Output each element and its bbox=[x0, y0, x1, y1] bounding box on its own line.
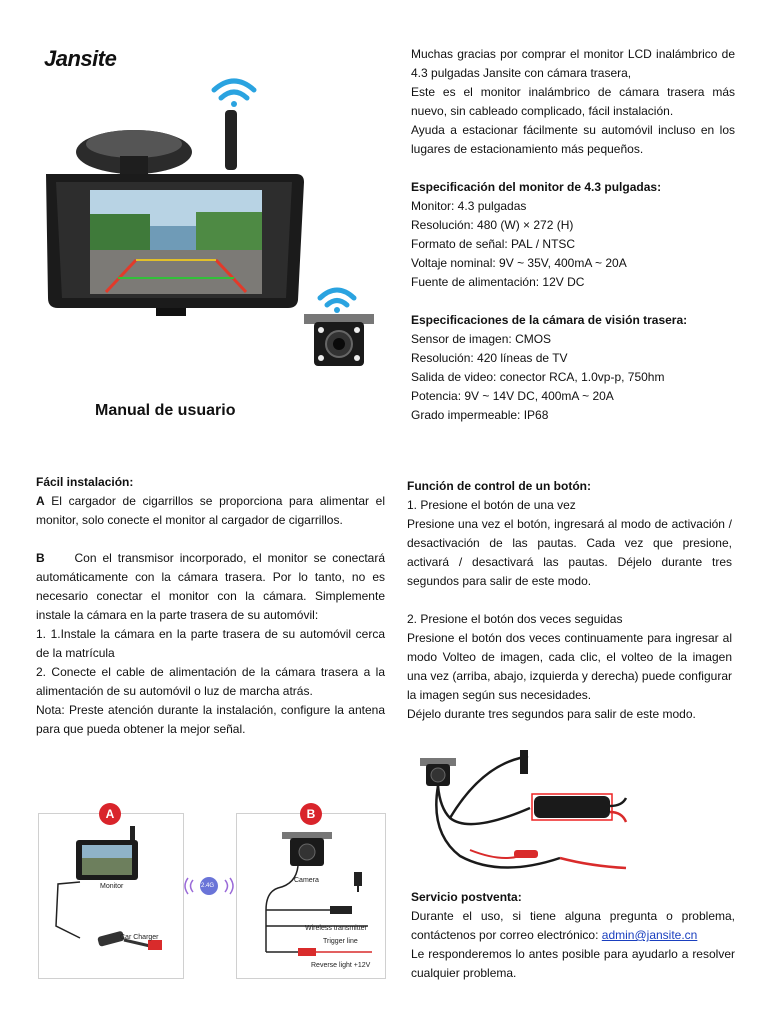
install-a-text: El cargador de cigarrillos se proporciona para alimentar el monitor, solo conecte el monitor al cargador de cigarrillos. bbox=[36, 494, 385, 527]
camera-spec-item: Potencia: 9V ~ 14V DC, 400mA ~ 20A bbox=[411, 389, 614, 403]
email-link[interactable]: admin@jansite.cn bbox=[601, 928, 698, 942]
intro-paragraph-3: Ayuda a estacionar fácilmente su automóvil incluso en los lugares de estacionamiento más pequeños. bbox=[411, 123, 735, 156]
monitor-spec-item: Monitor: 4.3 pulgadas bbox=[411, 199, 527, 213]
wifi-icon bbox=[214, 81, 254, 107]
transmitter-label: Wireless transmitter bbox=[305, 925, 367, 932]
install-b bbox=[36, 549, 389, 625]
intro-section bbox=[411, 45, 735, 425]
one-button-p2-title: 2. Presione el botón dos veces seguidas bbox=[407, 612, 623, 626]
cable-image bbox=[410, 738, 632, 880]
service-text-after: Le responderemos lo antes posible para ayudarlo a resolver cualquier problema. bbox=[411, 947, 735, 980]
antenna bbox=[225, 110, 237, 170]
install-section bbox=[36, 473, 389, 739]
trigger-label: Trigger line bbox=[323, 938, 358, 945]
camera-spec-heading: Especificaciones de la cámara de visión trasera: bbox=[411, 313, 688, 327]
camera-image bbox=[304, 314, 374, 366]
manual-title: Manual de usuario bbox=[95, 402, 236, 419]
diagram-b-image bbox=[238, 826, 382, 974]
one-button-p2-text: Presione el botón dos veces continuamente para ingresar al modo Volteo de imagen, cada clic, el volteo de la imagen una vez (arriba, abajo, izquierda y derecha) puede configurar la imagen según sus necesidades. bbox=[407, 631, 732, 702]
one-button-p1-text: Presione una vez el botón, ingresará al modo de activación / desactivación de las pautas. Cada vez que presione, activará / desactivará las pautas. Déjelo durante tres segundos para salir de este modo. bbox=[407, 517, 732, 588]
monitor-spec-item: Formato de señal: PAL / NTSC bbox=[411, 237, 576, 251]
service-text bbox=[411, 907, 735, 945]
diagram-b-badge: B bbox=[300, 803, 322, 825]
brand-logo: Jansite bbox=[44, 46, 117, 71]
service-heading: Servicio postventa: bbox=[411, 890, 522, 904]
install-note: Nota: Preste atención durante la instalación, configure la antena para que pueda obtener la mejor señal. bbox=[36, 703, 385, 736]
monitor-label: Monitor bbox=[100, 883, 124, 890]
camera-spec-item: Resolución: 420 líneas de TV bbox=[411, 351, 568, 365]
one-button-heading: Función de control de un botón: bbox=[407, 479, 591, 493]
monitor-spec-item: Resolución: 480 (W) × 272 (H) bbox=[411, 218, 574, 232]
diagram-a-badge: A bbox=[99, 803, 121, 825]
monitor-spec-item: Fuente de alimentación: 12V DC bbox=[411, 275, 585, 289]
install-a bbox=[36, 492, 385, 530]
camera-wifi-icon bbox=[320, 290, 354, 313]
install-b-text: Con el transmisor incorporado, el monitor se conectará automáticamente con la cámara trasera. Por lo tanto, no es necesario conectar el monitor con la cámara. Simplemente instale la cámara en la parte trasera de su automóvil: bbox=[36, 551, 389, 622]
wireless-badge-label: 2.4G bbox=[201, 883, 215, 889]
install-b-label: B bbox=[36, 551, 45, 565]
one-button-p1-title: 1. Presione el botón de una vez bbox=[407, 498, 576, 512]
install-step-1: 1. 1.Instale la cámara en la parte trasera de su automóvil cerca de la matrícula bbox=[36, 627, 385, 660]
one-button-section bbox=[407, 477, 732, 724]
install-step-2: 2. Conecte el cable de alimentación de la cámara trasera a la alimentación de su automóvil o luz de marcha atrás. bbox=[36, 665, 385, 698]
install-heading: Fácil instalación: bbox=[36, 475, 134, 489]
camera-label: Camera bbox=[294, 877, 319, 884]
one-button-p2-exit: Déjelo durante tres segundos para salir de este modo. bbox=[407, 707, 696, 721]
camera-spec-item: Sensor de imagen: CMOS bbox=[411, 332, 552, 346]
service-section bbox=[411, 888, 735, 983]
diagram-a-image bbox=[40, 822, 180, 974]
install-a-label: A bbox=[36, 494, 45, 508]
intro-paragraph-2: Este es el monitor inalámbrico de cámara trasera más nuevo, sin cableado complicado, fácil instalación. bbox=[411, 85, 735, 118]
charger-label: Car Charger bbox=[120, 934, 159, 941]
camera-spec-item: Grado impermeable: IP68 bbox=[411, 408, 549, 422]
reverse-label: Reverse light +12V bbox=[311, 962, 371, 969]
monitor-spec-heading: Especificación del monitor de 4.3 pulgadas: bbox=[411, 180, 662, 194]
product-image bbox=[36, 64, 386, 384]
intro-paragraph-1: Muchas gracias por comprar el monitor LCD inalámbrico de 4.3 pulgadas Jansite con cámara trasera, bbox=[411, 47, 735, 80]
service-text-before: Durante el uso, si tiene alguna pregunta o problema, contáctenos por correo electrónico: bbox=[411, 909, 735, 942]
monitor-spec-item: Voltaje nominal: 9V ~ 35V, 400mA ~ 20A bbox=[411, 256, 627, 270]
camera-spec-item: Salida de video: conector RCA, 1.0vp-p, 750hm bbox=[411, 370, 665, 384]
